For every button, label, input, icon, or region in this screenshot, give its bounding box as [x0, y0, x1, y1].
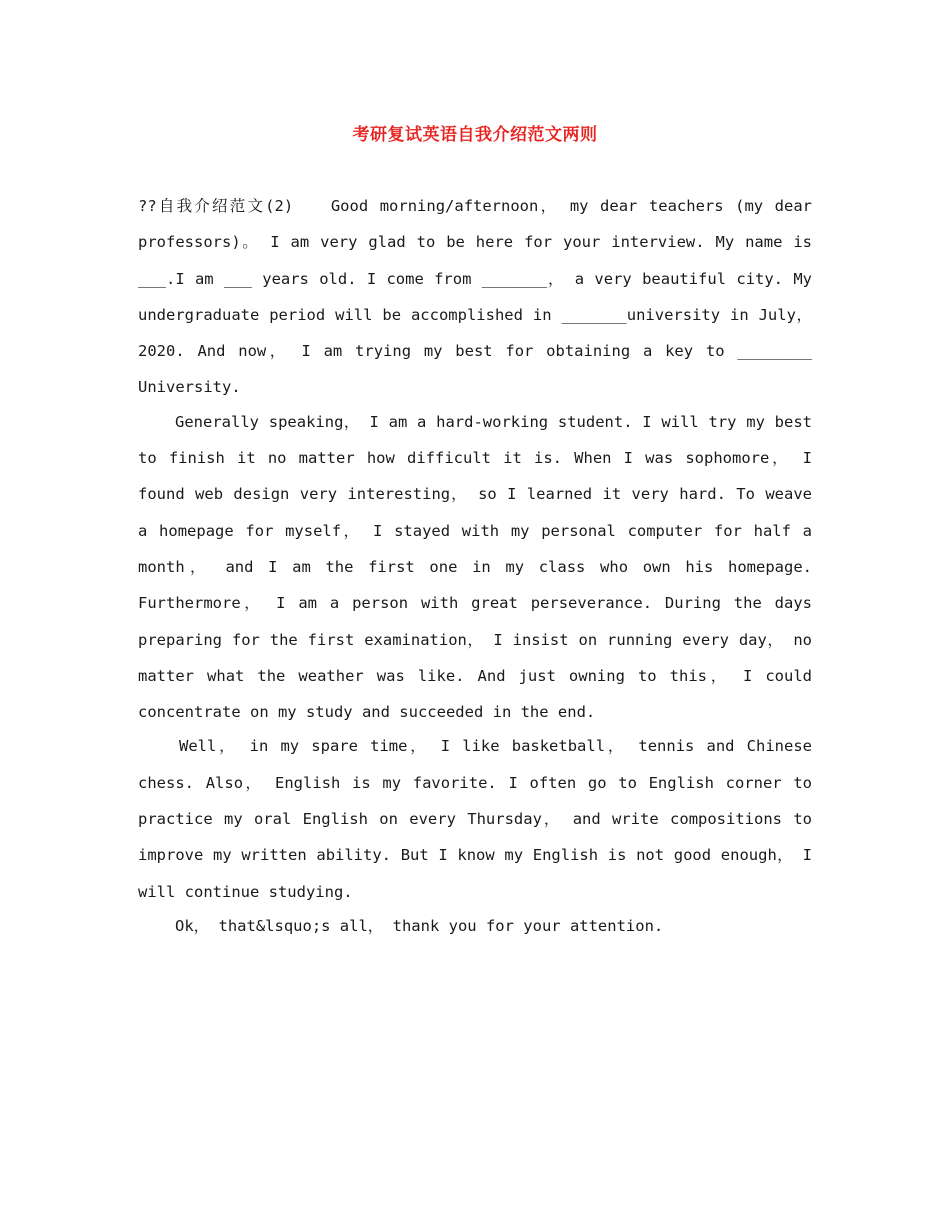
document-title: 考研复试英语自我介绍范文两则: [352, 125, 598, 145]
paragraph-closing: Ok， that&lsquo;s all， thank you for your attention.: [175, 916, 664, 935]
document-body: [138, 188, 812, 944]
paragraph-hobbies: Well， in my spare time， I like basketball， tennis and Chinese chess. Also， English is my favorite. I often go to English corner to practice my oral English on every Thursday， and write compositions to improve my written ability. But I know my English is not good enough， I will continue studying.: [138, 737, 812, 901]
paragraph-intro: ??自我介绍范文(2) Good morning/afternoon， my dear teachers (my dear professors)。 I am very glad to be here for your interview. My name is ___.I am ___ years old. I come from _______， a very beautiful city. My undergraduate period will be accomplished in _______university in July，2020. And now， I am trying my best for obtaining a key to ________ University.: [138, 197, 812, 397]
paragraph-personality: Generally speaking， I am a hard-working student. I will try my best to finish it no matter how difficult it is. When I was sophomore， I found web design very interesting， so I learned it very hard. To weave a homepage for myself， I stayed with my personal computer for half a month， and I am the first one in my class who own his homepage. Furthermore， I am a person with great perseverance. During the days preparing for the first examination， I insist on running every day， no matter what the weather was like. And just owning to this， I could concentrate on my study and succeeded in the end.: [138, 412, 812, 722]
